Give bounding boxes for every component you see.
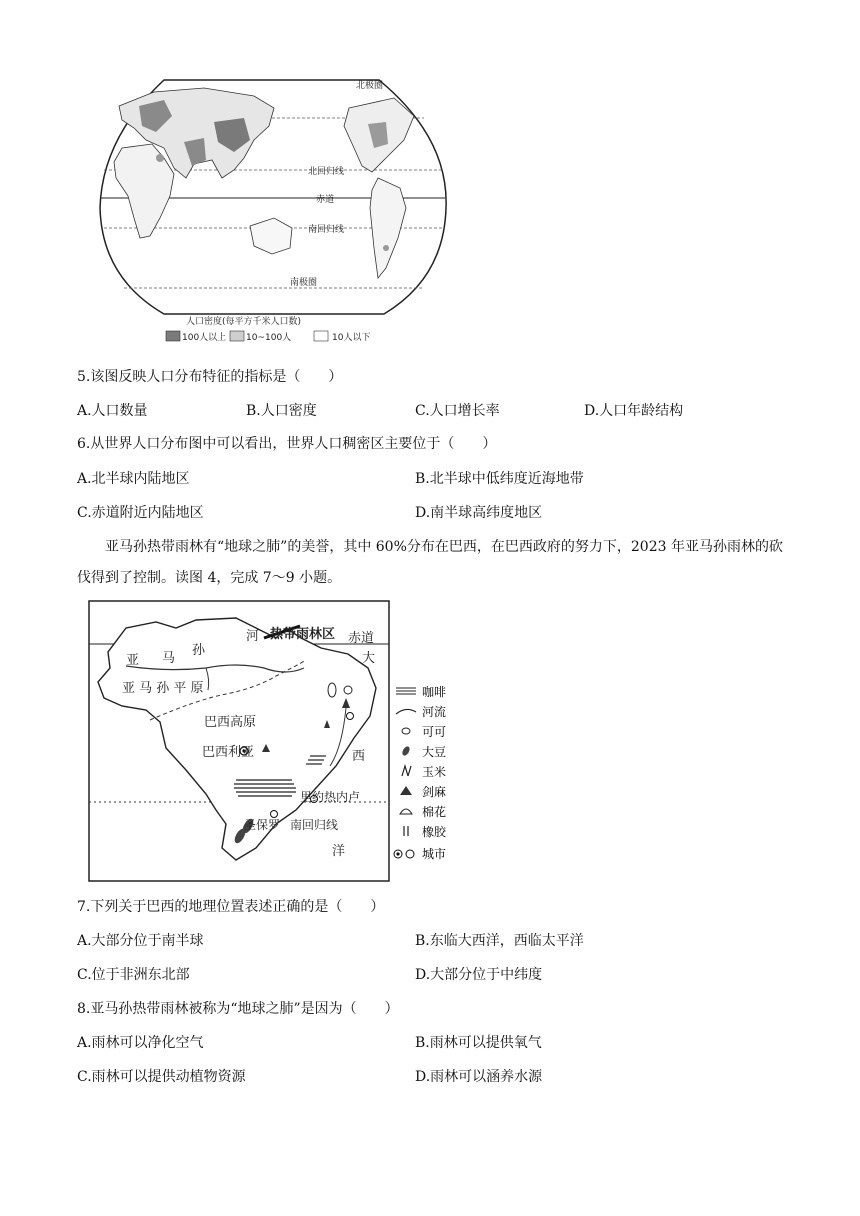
- label-equator-world: 赤道: [316, 195, 335, 205]
- question-5-stem: 5.该图反映人口分布特征的指标是（ ）: [77, 369, 343, 385]
- brazil-legend: [394, 684, 447, 861]
- legend-title: 人口密度(每平方千米人口数): [186, 317, 302, 327]
- legend-rubber: 橡胶: [422, 825, 447, 839]
- q6-option-c[interactable]: C.赤道附近内陆地区: [77, 505, 204, 521]
- world-map-figure: [94, 78, 458, 346]
- label-tropic-cancer: 北回归线: [308, 167, 345, 177]
- legend-swatch-medium: [230, 331, 244, 341]
- label-ocean-xi: 西: [352, 749, 366, 764]
- label-ocean-da: 大: [362, 651, 376, 666]
- label-antarctic-circle: 南极圈: [290, 278, 318, 288]
- label-brazil-plateau: 巴西高原: [204, 715, 257, 730]
- q7-option-a[interactable]: A.大部分位于南半球: [77, 933, 204, 949]
- reading-passage: 亚马孙热带雨林有“地球之肺”的美誉，其中 60%分布在巴西，在巴西政府的努力下，2023 年亚马孙雨林的砍伐得到了控制。读图 4，完成 7～9 小题。: [77, 539, 783, 586]
- legend-item-dense: 100人以上: [182, 333, 227, 343]
- q6-option-b[interactable]: B.北半球中低纬度近海地带: [415, 471, 584, 487]
- label-rio: 里约热内卢: [300, 790, 361, 804]
- label-amazon-plain: 亚 马 孙 平 原: [122, 681, 204, 696]
- legend-corn: 玉米: [422, 765, 447, 779]
- legend-sisal: 剑麻: [422, 785, 447, 799]
- legend-cotton: 棉花: [422, 805, 447, 819]
- label-tropic-brazil: 南回归线: [290, 818, 339, 832]
- q7-option-d[interactable]: D.大部分位于中纬度: [415, 967, 543, 983]
- q6-option-a[interactable]: A.北半球内陆地区: [77, 471, 190, 487]
- q6-option-d[interactable]: D.南半球高纬度地区: [415, 505, 543, 521]
- legend-soybean: 大豆: [422, 745, 447, 759]
- label-rainforest: 热带雨林区: [270, 627, 336, 642]
- label-saopaulo: 圣保罗: [244, 818, 281, 832]
- label-river: 河: [246, 629, 260, 644]
- legend-item-medium: 10~100人: [246, 333, 292, 343]
- legend-swatch-dense: [166, 331, 180, 341]
- label-amazon-sun: 孙: [192, 643, 206, 658]
- legend-swatch-sparse: [314, 331, 328, 341]
- q5-option-d[interactable]: D.人口年龄结构: [584, 403, 684, 419]
- q5-option-a[interactable]: A.人口数量: [77, 403, 148, 419]
- legend-river: 河流: [422, 705, 447, 719]
- label-tropic-capricorn: 南回归线: [308, 225, 345, 235]
- world-population-map: [94, 78, 458, 346]
- label-brasilia: 巴西利亚: [202, 745, 255, 760]
- q8-option-a[interactable]: A.雨林可以净化空气: [77, 1035, 204, 1051]
- q8-option-d[interactable]: D.雨林可以涵养水源: [415, 1069, 543, 1085]
- label-equator-brazil: 赤道: [348, 631, 375, 646]
- question-7-stem: 7.下列关于巴西的地理位置表述正确的是（ ）: [77, 899, 385, 915]
- q8-option-b[interactable]: B.雨林可以提供氧气: [415, 1035, 542, 1051]
- q5-option-b[interactable]: B.人口密度: [246, 403, 317, 419]
- label-amazon-ma: 马: [162, 651, 176, 666]
- legend-cocoa: 可可: [422, 725, 447, 739]
- brazil-map: [86, 598, 476, 888]
- label-arctic-circle: 北极圈: [356, 81, 384, 91]
- legend-coffee: 咖啡: [422, 685, 447, 699]
- legend-city: 城市: [422, 847, 447, 861]
- label-ocean-yang: 洋: [332, 844, 346, 859]
- q7-option-b[interactable]: B.东临大西洋，西临太平洋: [415, 933, 584, 949]
- legend-item-sparse: 10人以下: [332, 333, 371, 343]
- label-amazon-ya: 亚: [126, 653, 140, 668]
- q8-option-c[interactable]: C.雨林可以提供动植物资源: [77, 1069, 246, 1085]
- question-8-stem: 8.亚马孙热带雨林被称为“地球之肺”是因为（ ）: [77, 1001, 399, 1017]
- brazil-map-figure: [86, 598, 476, 888]
- question-6-stem: 6.从世界人口分布图中可以看出，世界人口稠密区主要位于（ ）: [77, 436, 497, 452]
- q7-option-c[interactable]: C.位于非洲东北部: [77, 967, 190, 983]
- q5-option-c[interactable]: C.人口增长率: [415, 403, 500, 419]
